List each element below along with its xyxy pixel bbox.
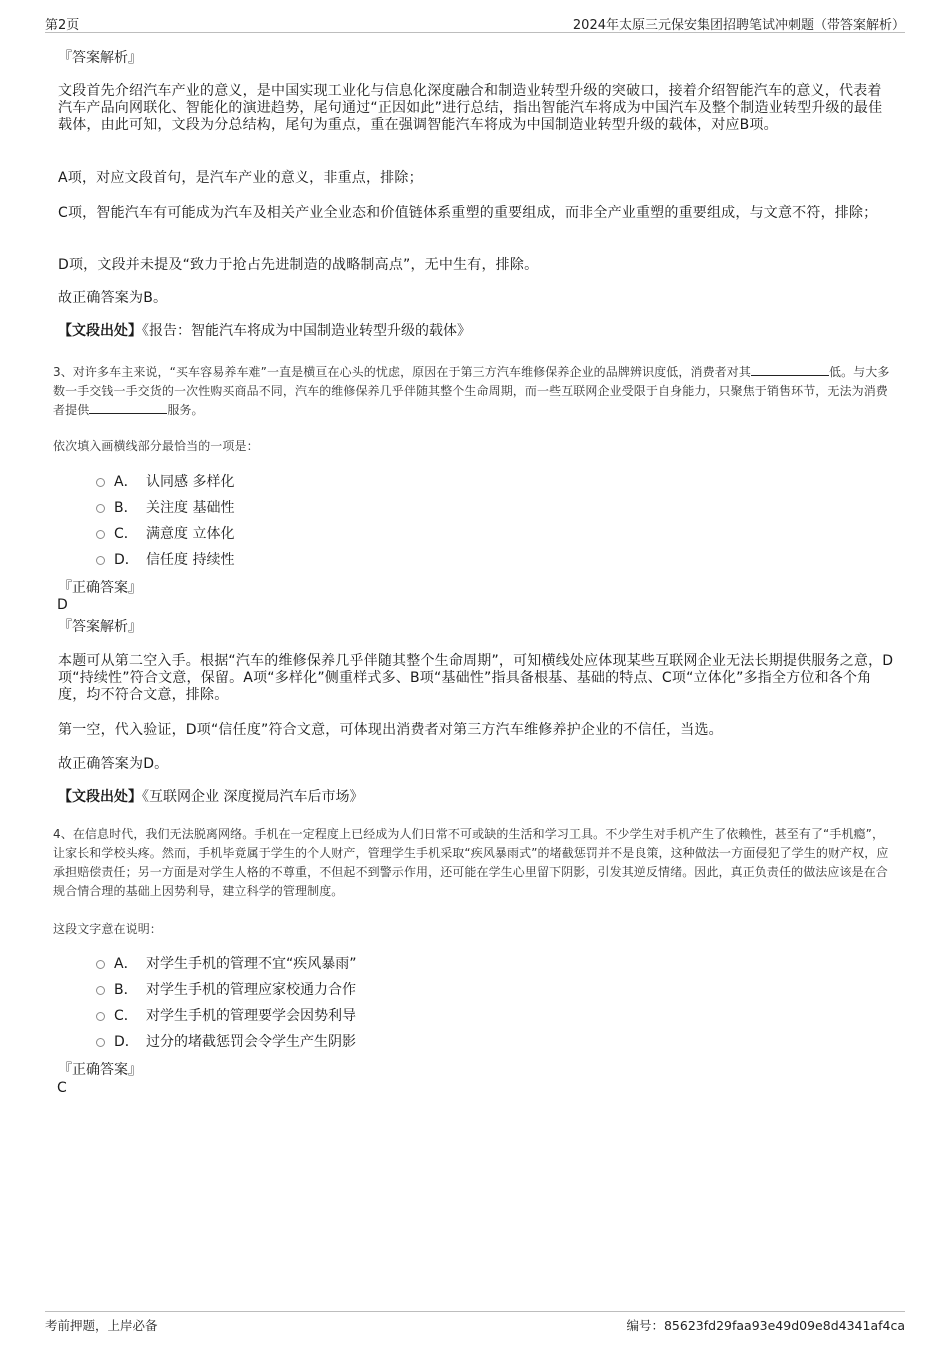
radio-icon[interactable]: [96, 504, 105, 513]
option-letter: B．: [114, 982, 138, 998]
option-text: 对学生手机的管理要学会因势利导: [146, 1008, 356, 1024]
q4-answer: C: [57, 1080, 67, 1096]
q3-stem-part2: 低。与大多数一手交钱一手交货的一次性购买商品不同，汽车的维修保养几乎伴随其整个生命周期，而一些互联网企业受限于自身能力，只聚焦于销售环节，无法为消费者提供: [53, 365, 890, 417]
option-text: 信任度 持续性: [146, 552, 235, 568]
option-text: 对学生手机的管理不宜“疾风暴雨”: [146, 956, 357, 972]
q3-answer-label: 『正确答案』: [58, 580, 142, 596]
radio-icon[interactable]: [96, 986, 105, 995]
q2-analysis-option-a: A项，对应文段首句，是汽车产业的意义，非重点，排除；: [58, 170, 423, 186]
q3-stem-part3: 服务。: [167, 403, 204, 417]
q3-source-text: 《互联网企业 深度搅局汽车后市场》: [142, 789, 364, 805]
footer-serial: 编号：85623fd29faa93e49d09e8d4341af4ca: [626, 1318, 905, 1333]
radio-icon[interactable]: [96, 1038, 105, 1047]
document-title: 2024年太原三元保安集团招聘笔试冲刺题（带答案解析）: [572, 18, 905, 33]
q2-analysis-option-d: D项，文段并未提及“致力于抢占先进制造的战略制高点”，无中生有，排除。: [58, 257, 539, 273]
q2-conclusion: 故正确答案为B。: [58, 290, 168, 306]
option-letter: D．: [114, 1034, 139, 1050]
q3-blank-1: [751, 364, 829, 376]
q3-stem: [53, 363, 893, 420]
option-letter: B．: [114, 500, 138, 516]
radio-icon[interactable]: [96, 478, 105, 487]
option-text: 认同感 多样化: [146, 474, 235, 490]
q3-conclusion: 故正确答案为D。: [58, 756, 169, 772]
q3-source-label: 【文段出处】: [58, 789, 142, 805]
page-footer: [45, 1311, 905, 1336]
q2-analysis-option-c: C项，智能汽车有可能成为汽车及相关产业全业态和价值链体系重塑的重要组成，而非全产业重塑的重要组成，与文意不符，排除；: [58, 205, 878, 221]
q2-source: [58, 323, 471, 340]
q3-analysis-para2: 第一空，代入验证，D项“信任度”符合文意，可体现出消费者对第三方汽车维修养护企业的不信任，当选。: [58, 722, 723, 738]
option-letter: A．: [114, 474, 138, 490]
q2-source-text: 《报告：智能汽车将成为中国制造业转型升级的载体》: [142, 323, 471, 339]
option-letter: D．: [114, 552, 139, 568]
page-header: [45, 14, 905, 33]
q3-blank-2: [89, 402, 167, 414]
q3-analysis-para1: 本题可从第二空入手。根据“汽车的维修保养几乎伴随其整个生命周期”，可知横线处应体现某些互联网企业无法长期提供服务之意，D项“持续性”符合文意，保留。A项“多样化”侧重样式多、B项“基础性”指具备根基、基础的特点、C项“立体化”多指全方位和各个角度，均不符合文意，排除。: [58, 653, 894, 703]
radio-icon[interactable]: [96, 556, 105, 565]
radio-icon[interactable]: [96, 530, 105, 539]
q3-answer: D: [57, 597, 68, 613]
q3-prompt: 依次填入画横线部分最恰当的一项是：: [53, 439, 259, 453]
q3-source: [58, 789, 363, 806]
footer-slogan: 考前押题，上岸必备: [45, 1318, 158, 1333]
q2-source-label: 【文段出处】: [58, 323, 142, 339]
option-letter: A．: [114, 956, 138, 972]
option-text: 关注度 基础性: [146, 500, 235, 516]
option-text: 满意度 立体化: [146, 526, 235, 542]
q3-stem-part1: 3、对许多车主来说，“买车容易养车难”一直是横亘在心头的忧虑，原因在于第三方汽车维修保养企业的品牌辨识度低，消费者对其: [53, 365, 751, 379]
q4-prompt: 这段文字意在说明：: [53, 922, 162, 936]
q2-analysis-label: 『答案解析』: [58, 50, 142, 66]
q3-analysis-label: 『答案解析』: [58, 619, 142, 635]
page-number: 第2页: [45, 18, 80, 33]
option-text: 对学生手机的管理应家校通力合作: [146, 982, 356, 998]
option-text: 过分的堵截惩罚会令学生产生阴影: [146, 1034, 356, 1050]
q4-stem: 4、在信息时代，我们无法脱离网络。手机在一定程度上已经成为人们日常不可或缺的生活和学习工具。不少学生对手机产生了依赖性，甚至有了“手机瘾”，让家长和学校头疼。然而，手机毕竟属于学生的个人财产，管理学生手机采取“疾风暴雨式”的堵截惩罚并不是良策，这种做法一方面侵犯了学生的财产权，应承担赔偿责任；另一方面是对学生人格的不尊重，不但起不到警示作用，还可能在学生心里留下阴影，引发其逆反情绪。因此，真正负责任的做法应该是在合规合情合理的基础上因势利导，建立科学的管理制度。: [53, 827, 889, 898]
radio-icon[interactable]: [96, 960, 105, 969]
option-letter: C．: [114, 526, 138, 542]
q4-answer-label: 『正确答案』: [58, 1062, 142, 1078]
radio-icon[interactable]: [96, 1012, 105, 1021]
q2-analysis-para1: 文段首先介绍汽车产业的意义，是中国实现工业化与信息化深度融合和制造业转型升级的突破口，接着介绍智能汽车的意义，代表着汽车产品向网联化、智能化的演进趋势，尾句通过“正因如此”进行总结，指出智能汽车将成为中国汽车及整个制造业转型升级的最佳载体，由此可知，文段为分总结构，尾句为重点，重在强调智能汽车将成为中国制造业转型升级的载体，对应B项。: [58, 83, 883, 133]
option-letter: C．: [114, 1008, 138, 1024]
